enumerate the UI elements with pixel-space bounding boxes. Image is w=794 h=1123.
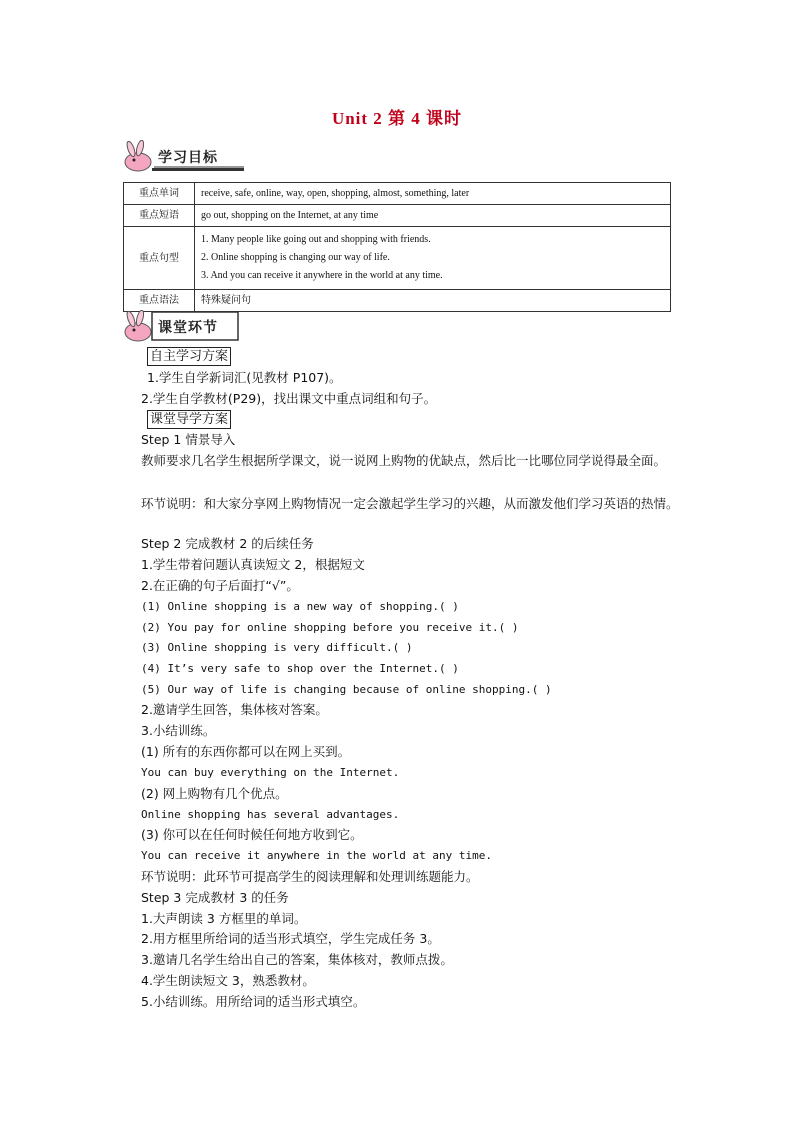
translation-cn: (1) 所有的东西你都可以在网上买到。: [141, 744, 351, 759]
table-row: [124, 183, 671, 205]
text-line: 1.大声朗读 3 方框里的单词。: [141, 911, 307, 926]
sentence-line: 3. And you can receive it anywhere in the world at any time.: [201, 270, 443, 281]
text-line: 1.学生自学新词汇(见教材 P107)。: [147, 370, 342, 385]
question-item: (4) It’s very safe to shop over the Internet.( ): [141, 662, 459, 675]
text-line: 1.学生带着问题认真读短文 2，根据短文: [141, 557, 365, 572]
question-item: (2) You pay for online shopping before you receive it.( ): [141, 621, 519, 634]
translation-en: Online shopping has several advantages.: [141, 808, 400, 821]
row-value: go out, shopping on the Internet, at any time: [195, 205, 671, 227]
row-value: 特殊疑问句: [195, 290, 671, 312]
goals-table: [123, 182, 671, 312]
table-row: [124, 227, 671, 290]
self-study-label: 自主学习方案: [147, 347, 231, 366]
row-value-lines: [195, 227, 671, 290]
paragraph: 环节说明：和大家分享网上购物情况一定会激起学生学习的兴趣，从而激发他们学习英语的热情。: [141, 496, 679, 511]
paragraph: 教师要求几名学生根据所学课文，说一说网上购物的优缺点，然后比一比哪位同学说得最全面。: [141, 453, 667, 468]
question-item: (1) Online shopping is a new way of shopping.( ): [141, 600, 459, 613]
text-line: 2.在正确的句子后面打“√”。: [141, 578, 299, 593]
table-row: [124, 205, 671, 227]
translation-cn: (3) 你可以在任何时候任何地方收到它。: [141, 827, 363, 842]
guided-study-label: 课堂导学方案: [147, 410, 231, 429]
note-line: 环节说明：此环节可提高学生的阅读理解和处理训练题能力。: [141, 869, 479, 884]
class-banner: [118, 310, 248, 344]
row-label: 重点短语: [124, 205, 195, 227]
step-heading: Step 2 完成教材 2 的后续任务: [141, 536, 314, 551]
page-title: Unit 2 第 4 课时: [331, 109, 463, 128]
text-line: 2.用方框里所给词的适当形式填空，学生完成任务 3。: [141, 931, 440, 946]
text-line: 5.小结训练。用所给词的适当形式填空。: [141, 994, 366, 1009]
sentence-line: 2. Online shopping is changing our way of life.: [201, 252, 390, 263]
translation-en: You can receive it anywhere in the world at any time.: [141, 849, 492, 862]
text-line: 3.邀请几名学生给出自己的答案，集体核对，教师点拨。: [141, 952, 453, 967]
sentence-line: 1. Many people like going out and shopping with friends.: [201, 234, 431, 245]
step-heading: Step 1 情景导入: [141, 432, 236, 447]
row-label: 重点语法: [124, 290, 195, 312]
row-label: 重点单词: [124, 183, 195, 205]
row-label: 重点句型: [124, 227, 195, 290]
translation-cn: (2) 网上购物有几个优点。: [141, 786, 288, 801]
text-line: 3.小结训练。: [141, 723, 216, 738]
goals-banner-label: 学习目标: [158, 150, 218, 166]
goals-banner: [118, 140, 248, 174]
text-line: 2.邀请学生回答，集体核对答案。: [141, 702, 328, 717]
row-value: receive, safe, online, way, open, shopping, almost, something, later: [195, 183, 671, 205]
question-item: (3) Online shopping is very difficult.( ): [141, 641, 413, 654]
text-line: 2.学生自学教材(P29)，找出课文中重点词组和句子。: [141, 391, 437, 406]
question-item: (5) Our way of life is changing because of online shopping.( ): [141, 683, 552, 696]
step-heading: Step 3 完成教材 3 的任务: [141, 890, 289, 905]
class-banner-label: 课堂环节: [158, 320, 218, 336]
text-line: 4.学生朗读短文 3，熟悉教材。: [141, 973, 315, 988]
table-row: [124, 290, 671, 312]
translation-en: You can buy everything on the Internet.: [141, 766, 400, 779]
